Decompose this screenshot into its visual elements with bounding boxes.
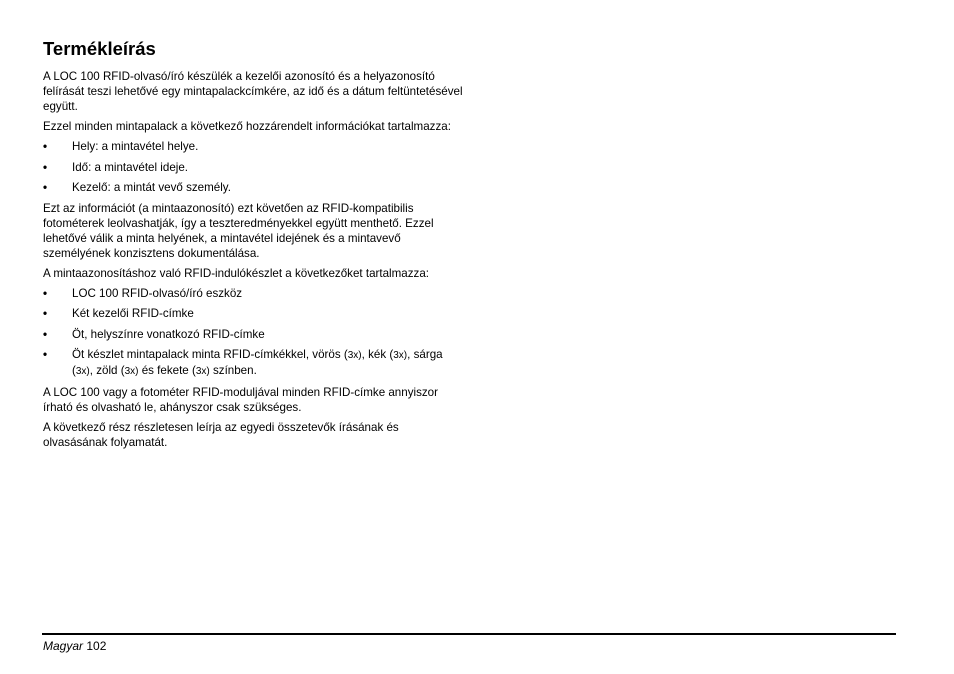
list-item-text: Kezelő: a mintát vevő személy.	[72, 181, 231, 194]
kit-list	[43, 286, 463, 380]
list-item-text: Öt, helyszínre vonatkozó RFID-címke	[72, 327, 265, 341]
page-footer	[43, 639, 106, 654]
bullet-icon: •	[43, 160, 48, 174]
list-item-text: Idő: a mintavétel ideje.	[72, 160, 189, 174]
bullet-icon: •	[43, 327, 48, 341]
bullet-icon: •	[43, 348, 48, 361]
bullet-icon: •	[43, 307, 48, 320]
list-item-text: Két kezelői RFID-címke	[72, 307, 194, 320]
footer-divider	[42, 633, 896, 635]
list-item	[43, 306, 463, 321]
list-item	[43, 347, 463, 379]
page-title: Termékleírás	[43, 38, 156, 59]
list-item	[43, 327, 463, 342]
list-item	[43, 160, 463, 175]
info-list	[43, 139, 463, 195]
bullet-icon: •	[43, 140, 48, 153]
info-intro-paragraph: Ezzel minden mintapalack a következő hozzárendelt információkat tartalmazza:	[43, 120, 451, 133]
list-item-text: LOC 100 RFID-olvasó/író eszköz	[72, 286, 243, 300]
kit-intro-paragraph: A mintaazonosításhoz való RFID-indulókészlet a következőket tartalmazza:	[43, 266, 429, 280]
list-item	[43, 139, 463, 154]
list-item-text: Öt készlet mintapalack minta RFID-címkékkel, vörös (3x), kék (3x), sárga (3x), zöld (3x) és fekete (3x) színben.	[72, 348, 443, 377]
rewrite-paragraph: A LOC 100 vagy a fotométer RFID-moduljával minden RFID-címke annyiszor írható és olvasható le, ahányszor csak szükséges.	[43, 385, 438, 414]
footer-language: Magyar	[43, 639, 84, 653]
list-item	[43, 286, 463, 301]
page-number: 102	[86, 639, 107, 653]
list-item	[43, 180, 463, 195]
main-content	[43, 38, 463, 455]
bullet-icon: •	[43, 286, 48, 300]
list-item-text: Hely: a mintavétel helye.	[72, 140, 199, 153]
next-section-paragraph: A következő rész részletesen leírja az egyedi összetevők írásának és olvasásának folyamatát.	[43, 420, 399, 449]
documentation-paragraph: Ezt az információt (a mintaazonosító) ezt követően az RFID-kompatibilis fotométerek leolvashatják, így a teszteredményekkel együtt menthető. Ezzel lehetővé válik a minta helyének, a mintavétel idejének és a mintavevő személyének konzisztens dokumentálása.	[43, 201, 434, 260]
intro-paragraph: A LOC 100 RFID-olvasó/író készülék a kezelői azonosító és a helyazonosító felírását teszi lehetővé egy mintapalackcímkére, az idő és a dátum feltüntetésével együtt.	[43, 70, 463, 113]
bullet-icon: •	[43, 181, 48, 194]
